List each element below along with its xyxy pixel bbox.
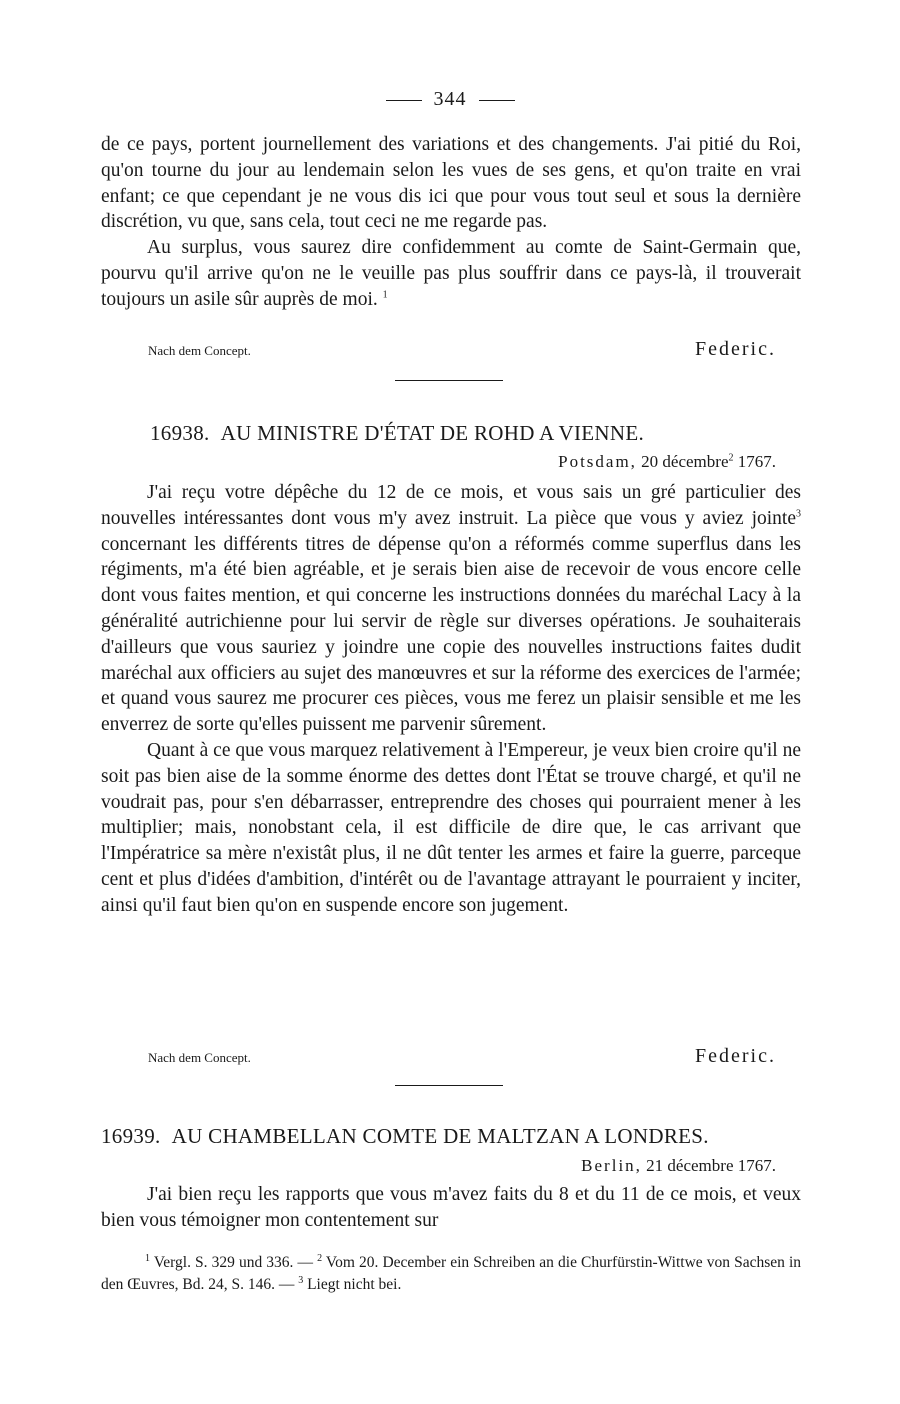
footnote-block (101, 1252, 801, 1296)
date: 21 décembre 1767. (646, 1156, 776, 1175)
letter-16938-p1-part-a: J'ai reçu votre dépêche du 12 de ce mois, et vous sais un gré particulier des nouvelles intéressantes dont vous m'y avez instruit. La pièce que vous y aviez jointe (101, 482, 801, 529)
signature-row-1 (148, 338, 776, 361)
page-number-line (0, 88, 900, 111)
source-note: Nach dem Concept. (148, 1050, 251, 1065)
letter-16938-body (101, 480, 801, 919)
section-divider-2 (395, 1085, 503, 1086)
letter-heading-16938 (150, 421, 644, 446)
signature-row-2 (148, 1045, 776, 1068)
footnote-3: Liegt nicht bei. (307, 1276, 402, 1293)
footnote-mark-2: 2 (317, 1252, 323, 1264)
footnote-ref-2: 2 (728, 452, 734, 464)
letter-heading-16939 (101, 1124, 709, 1149)
page-number: 344 (433, 88, 467, 110)
letter-number: 16939. (101, 1124, 161, 1148)
right-dash (479, 100, 515, 101)
footnote-1: Vergl. S. 329 und 336. — (153, 1254, 314, 1271)
dateline-16938 (558, 452, 776, 472)
dateline-16939 (581, 1156, 776, 1176)
letter-number: 16938. (150, 421, 210, 445)
footnote-ref-3: 3 (796, 508, 801, 520)
footnote-2: Vom 20. December ein Schreiben an die Churfürstin-Wittwe von Sachsen in den Œuvres, Bd. 24, S. 146. — (101, 1254, 802, 1293)
letter-title: AU MINISTRE D'ÉTAT DE ROHD A VIENNE. (220, 421, 645, 445)
footnote-mark-1: 1 (145, 1252, 150, 1264)
letter-title: AU CHAMBELLAN COMTE DE MALTZAN A LONDRES. (171, 1124, 709, 1148)
place: Potsdam, (558, 452, 637, 471)
year: 1767. (737, 452, 776, 471)
continuation-text (101, 132, 801, 313)
signature: Federic. (695, 1045, 776, 1067)
footnotes (101, 1252, 801, 1296)
footnote-mark-3: 3 (298, 1274, 304, 1286)
letter-16939-paragraph-1: J'ai bien reçu les rapports que vous m'avez faits du 8 et du 11 de ce mois, et veux bien vous témoigner mon contentement sur (101, 1184, 801, 1231)
continuation-paragraph-1: de ce pays, portent journellement des variations et des changements. J'ai pitié du Roi, qu'on tourne du jour au lendemain selon les vues de ses gens, et qu'on traite en vrai enfant; ce que cependant je ne vous dis ici que pour vous tout seul et sous la dernière discrétion, vu que, sans cela, tout ceci ne me regarde pas. (101, 134, 801, 233)
left-dash (386, 100, 422, 101)
letter-16938-paragraph-2: Quant à ce que vous marquez relativement à l'Empereur, je veux bien croire qu'il ne soit pas bien aise de la somme énorme des dettes dont l'État se trouve chargé, et qu'il ne voudrait pas, pour s'en débarrasser, entreprendre des choses qui pourraient mener à les multiplier; mais, nonobstant cela, il est difficile de dire que, le cas arrivant que l'Impératrice sa mère n'existât plus, il ne dût tenter les armes et faire la guerre, parceque cent et plus d'idées d'ambition, d'intérêt ou de l'avantage attrayant le pourraient y inciter, ainsi qu'il faut bien qu'on en suspende encore son jugement. (101, 739, 801, 916)
signature: Federic. (695, 338, 776, 360)
section-divider-1 (395, 380, 503, 381)
continuation-paragraph-2-text: Au surplus, vous saurez dire confidemment au comte de Saint-Germain que, pourvu qu'il arrive qu'on ne le veuille pas plus souffrir dans ce pays-là, il trouverait toujours un asile sûr auprès de moi. (101, 237, 801, 310)
date: 20 décembre (641, 452, 729, 471)
source-note: Nach dem Concept. (148, 343, 251, 358)
letter-16938-p1-part-b: concernant les différents titres de dépense qu'on a réformés comme superflus dans les régiments, m'a été bien agréable, et je serais bien aise de recevoir de vous encore celle dont vous faites mention, et qui concerne les instructions données du maréchal Lacy à la généralité autrichienne pour lui servir de règle sur diverses opérations. Je souhaiterais d'ailleurs que vous sauriez y joindre une copie des nouvelles instructions faites dudit maréchal aux officiers au sujet des manœuvres et sur la réforme des exercices de l'armée; et quand vous saurez me procurer ces pièces, vous me ferez un plaisir sensible et me les enverrez de sorte qu'elles puissent me parvenir sûrement. (101, 533, 801, 736)
footnote-ref-1: 1 (382, 289, 388, 301)
letter-16939-body (101, 1182, 801, 1234)
place: Berlin, (581, 1156, 642, 1175)
continuation-paragraph-2 (101, 235, 801, 312)
letter-16938-paragraph-1 (101, 480, 801, 738)
